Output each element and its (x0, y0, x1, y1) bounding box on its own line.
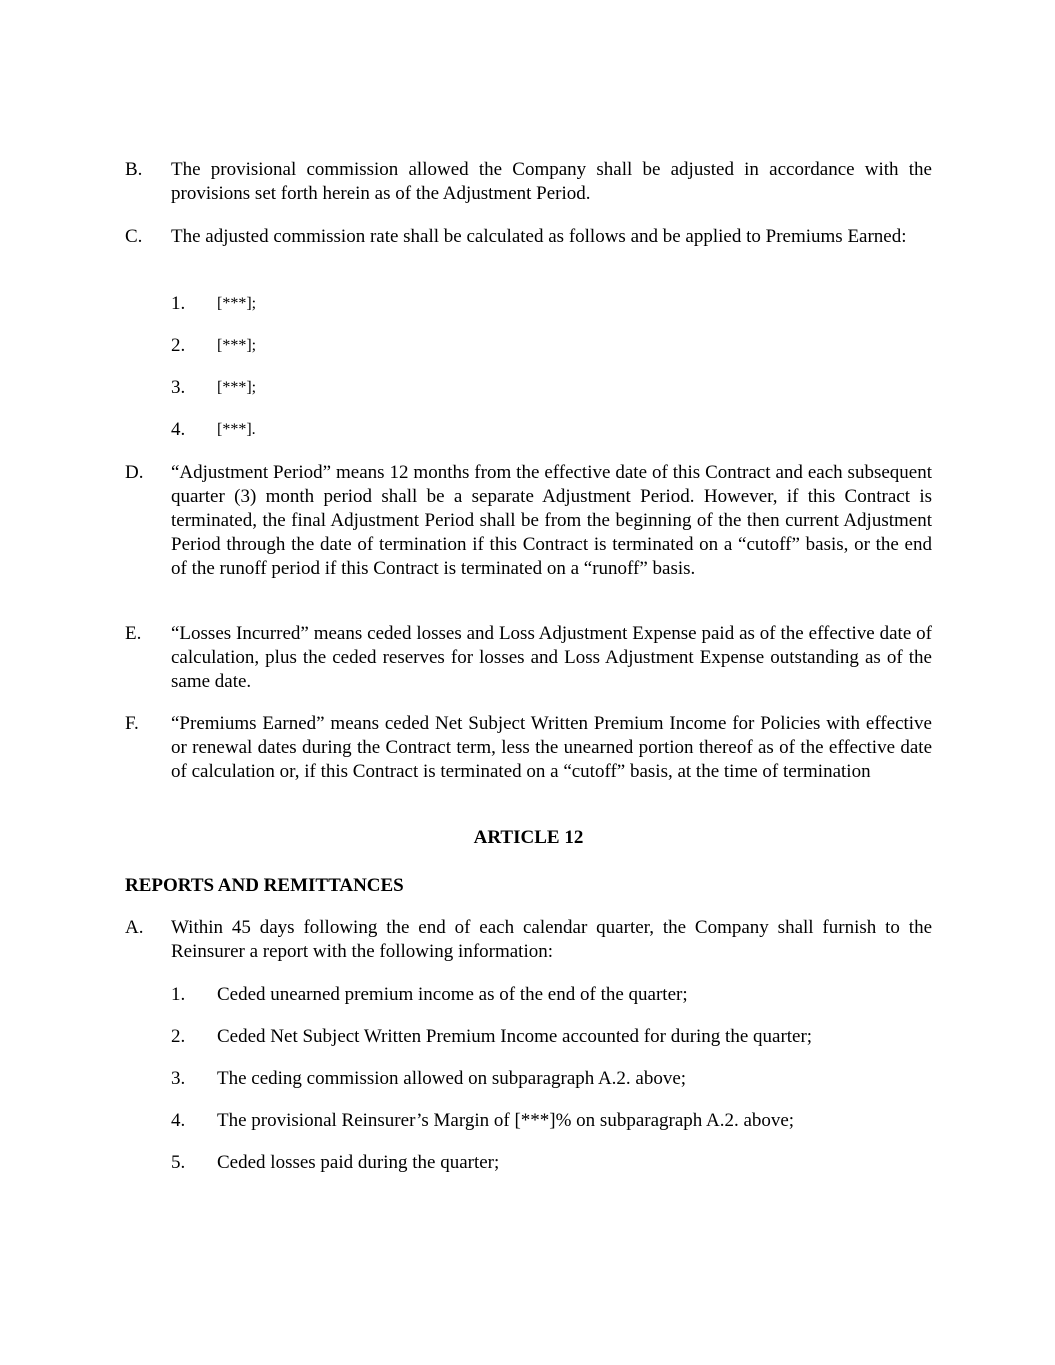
item-number: 2. (171, 1026, 186, 1047)
list-item (171, 1151, 932, 1175)
paragraph-b (125, 158, 932, 206)
paragraph-letter: C. (125, 226, 143, 247)
list-item (171, 1025, 932, 1049)
paragraph-letter: F. (125, 713, 139, 734)
item-number: 3. (171, 1068, 186, 1089)
paragraph-text: The provisional commission allowed the Company shall be adjusted in accordance with the provisions set forth herein as of the Adjustment Period. (171, 159, 932, 204)
item-text: The provisional Reinsurer’s Margin of [***]% on subparagraph A.2. above; (217, 1110, 795, 1131)
list-item (171, 334, 932, 358)
item-number: 4. (171, 1110, 186, 1131)
list-item (171, 376, 932, 400)
list-item (171, 418, 932, 442)
item-number: 4. (171, 419, 186, 440)
paragraph-text: Within 45 days following the end of each calendar quarter, the Company shall furnish to the Reinsurer a report with the following information: (171, 917, 932, 962)
list-item (171, 1109, 932, 1133)
item-text: Ceded unearned premium income as of the end of the quarter; (217, 984, 688, 1005)
list-item (171, 983, 932, 1007)
item-number: 3. (171, 377, 186, 398)
list-item (171, 292, 932, 316)
paragraph-d (125, 461, 932, 581)
item-text: [***]; (217, 337, 257, 354)
article-title: ARTICLE 12 (473, 827, 584, 848)
paragraph-text: “Premiums Earned” means ceded Net Subject Written Premium Income for Policies with effective or renewal dates during the Contract term, less the unearned portion thereof as of the effective date of calculation or, if this Contract is terminated on a “cutoff” basis, at the time of termination (171, 713, 932, 782)
paragraph-a (125, 916, 932, 964)
item-number: 1. (171, 293, 186, 314)
item-text: Ceded losses paid during the quarter; (217, 1152, 500, 1173)
paragraph-text: “Losses Incurred” means ceded losses and Loss Adjustment Expense paid as of the effective date of calculation, plus the ceded reserves for losses and Loss Adjustment Expense outstanding as of the same date. (171, 623, 932, 692)
paragraph-e (125, 622, 932, 694)
paragraph-text: The adjusted commission rate shall be calculated as follows and be applied to Premiums Earned: (171, 226, 907, 247)
section-title: REPORTS AND REMITTANCES (125, 875, 404, 896)
paragraph-letter: B. (125, 159, 143, 180)
item-number: 5. (171, 1152, 186, 1173)
paragraph-text: “Adjustment Period” means 12 months from the effective date of this Contract and each subsequent quarter (3) month period shall be a separate Adjustment Period. However, if this Contract is terminated, the final Adjustment Period shall be from the beginning of the then current Adjustment Period through the date of termination if this Contract is terminated on a “cutoff” basis, or the end of the runoff period if this Contract is terminated on a “runoff” basis. (171, 462, 932, 579)
item-text: [***]; (217, 379, 257, 396)
item-number: 2. (171, 335, 186, 356)
paragraph-c (125, 225, 932, 249)
item-number: 1. (171, 984, 186, 1005)
item-text: [***]. (217, 421, 256, 438)
paragraph-letter: E. (125, 623, 142, 644)
item-text: Ceded Net Subject Written Premium Income accounted for during the quarter; (217, 1026, 813, 1047)
paragraph-letter: D. (125, 462, 144, 483)
paragraph-letter: A. (125, 917, 144, 938)
item-text: [***]; (217, 295, 257, 312)
paragraph-f (125, 712, 932, 784)
list-item (171, 1067, 932, 1091)
item-text: The ceding commission allowed on subparagraph A.2. above; (217, 1068, 687, 1089)
